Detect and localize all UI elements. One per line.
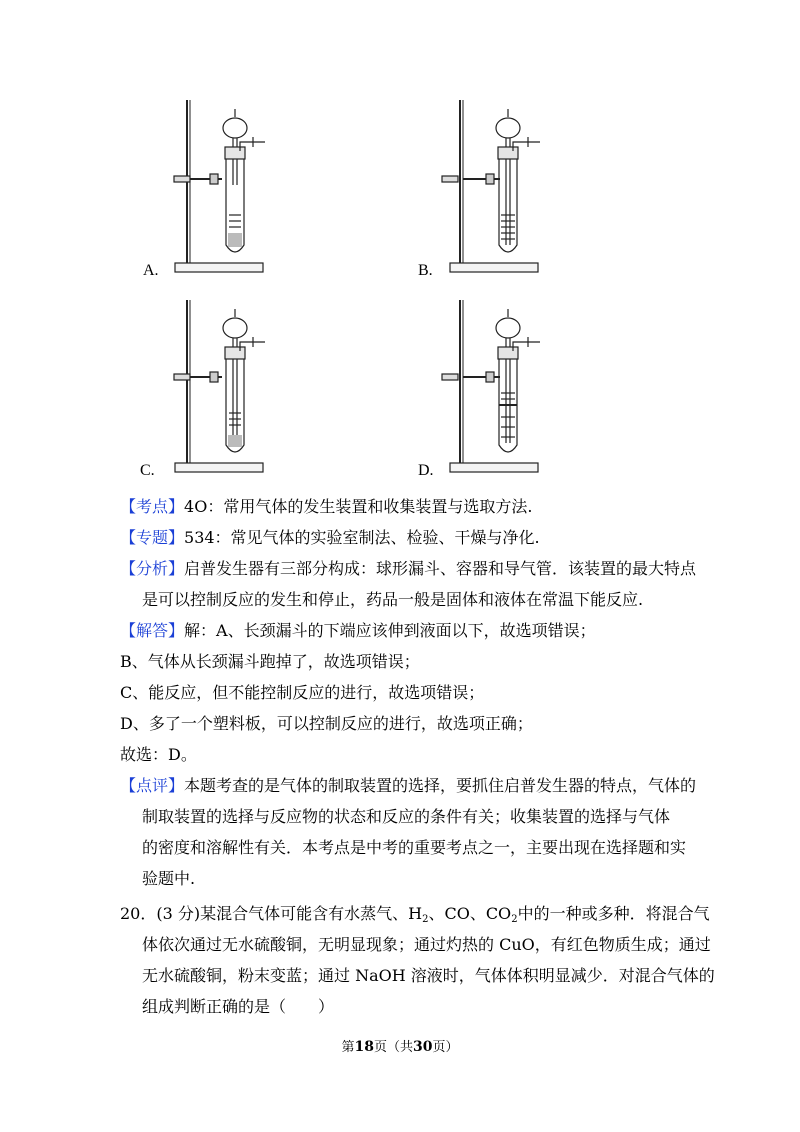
jieda-line-1 <box>120 620 596 642</box>
apparatus-figure-c <box>140 295 280 475</box>
option-d-label: D. <box>418 462 434 479</box>
jieda-text-1: 解：A、长颈漏斗的下端应该伸到液面以下，故选项错误； <box>184 621 596 640</box>
apparatus-figure-a <box>140 95 280 275</box>
dianping-line-4: 验题中. <box>142 869 196 888</box>
fenxi-text-1: 启普发生器有三部分构成：球形漏斗、容器和导气管．该装置的最大特点 <box>184 559 697 578</box>
option-a-label: A. <box>143 262 159 279</box>
kaodian-tag: 【考点】 <box>120 497 185 516</box>
footer-page-number: 18 <box>354 1039 374 1055</box>
jieda-line-5: 故选：D。 <box>120 745 197 764</box>
q20-text-a: 20．(3 分)某混合气体可能含有水蒸气、H <box>120 904 423 923</box>
fenxi-line-1 <box>120 558 696 580</box>
kaodian-text: 4O：常用气体的发生装置和收集装置与选取方法. <box>184 497 533 516</box>
q20-sub-2: 2 <box>511 914 518 925</box>
footer-mid: 页（共 <box>373 1040 413 1055</box>
question-20-line-3: 无水硫酸铜，粉末变蓝；通过 NaOH 溶液时，气体体积明显减少．对混合气体的 <box>142 966 715 985</box>
footer-total-pages: 30 <box>413 1039 433 1055</box>
dianping-tag: 【点评】 <box>120 776 185 795</box>
jieda-line-4: D、多了一个塑料板，可以控制反应的进行，故选项正确； <box>120 714 533 733</box>
option-c-label: C. <box>140 462 155 479</box>
fenxi-tag: 【分析】 <box>120 559 185 578</box>
fenxi-line-2: 是可以控制反应的发生和停止，药品一般是固体和液体在常温下能反应. <box>142 590 644 609</box>
dianping-line-3: 的密度和溶解性有关．本考点是中考的重要考点之一，主要出现在选择题和实 <box>142 838 687 857</box>
footer-pre: 第 <box>341 1040 355 1055</box>
jieda-tag: 【解答】 <box>120 621 185 640</box>
question-20-line-1 <box>120 903 710 925</box>
page-footer <box>0 1036 800 1055</box>
option-b-label: B. <box>418 262 433 279</box>
footer-post: 页） <box>432 1040 459 1055</box>
zhuanti-line <box>120 527 540 549</box>
apparatus-figure-b <box>420 95 560 275</box>
zhuanti-text: 534：常见气体的实验室制法、检验、干燥与净化. <box>184 528 540 547</box>
dianping-line-1 <box>120 775 696 797</box>
apparatus-figure-d <box>420 295 560 475</box>
q20-text-b: 、CO、CO <box>428 904 512 923</box>
jieda-line-2: B、气体从长颈漏斗跑掉了，故选项错误； <box>120 652 420 671</box>
question-20-line-4: 组成判断正确的是（ ） <box>142 997 335 1016</box>
jieda-line-3: C、能反应，但不能控制反应的进行，故选项错误； <box>120 683 485 702</box>
kaodian-line <box>120 496 532 518</box>
q20-text-c: 中的一种或多种．将混合气 <box>517 904 710 923</box>
dianping-line-2: 制取装置的选择与反应物的状态和反应的条件有关；收集装置的选择与气体 <box>142 807 671 826</box>
question-20-line-2: 体依次通过无水硫酸铜，无明显现象；通过灼热的 CuO，有红色物质生成；通过 <box>142 935 711 954</box>
zhuanti-tag: 【专题】 <box>120 528 185 547</box>
q20-sub-1: 2 <box>422 914 429 925</box>
dianping-text-1: 本题考查的是气体的制取装置的选择，要抓住启普发生器的特点，气体的 <box>184 776 697 795</box>
